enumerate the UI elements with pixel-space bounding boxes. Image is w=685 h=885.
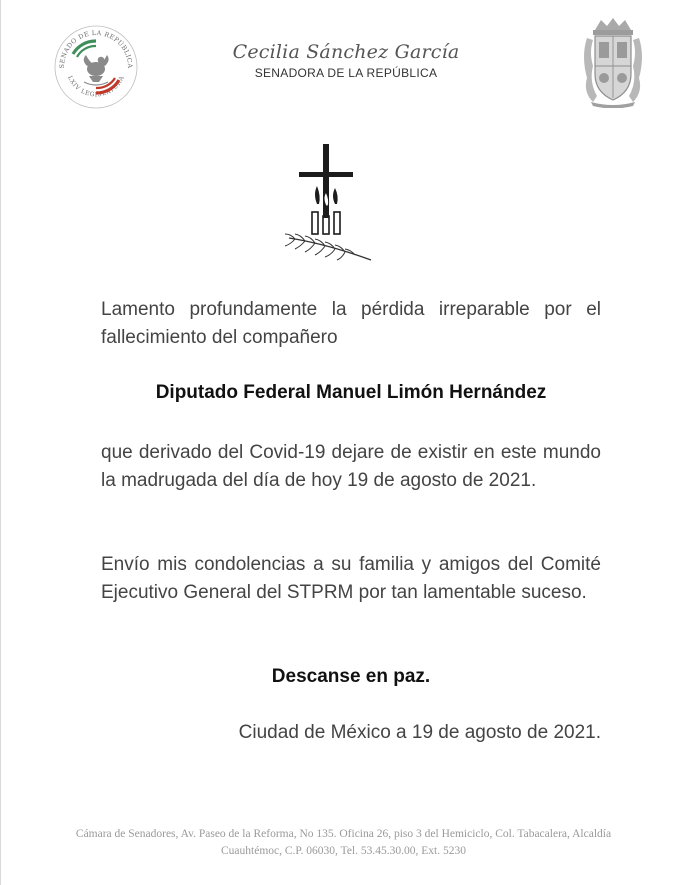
senator-title: SENADORA DE LA REPÚBLICA	[254, 66, 438, 80]
paragraph-lament: Lamento profundamente la pérdida irreparable por el fallecimiento del compañero	[101, 299, 601, 348]
footer-line-1: Cámara de Senadores, Av. Paseo de la Reforma, No 135. Oficina 26, piso 3 del Hemiciclo, Col. Tabacalera, Alcaldía	[75, 828, 612, 840]
seal-ring-text-top: SENADO DE LA REPÚBLICA	[57, 28, 135, 69]
footer-line-2: Cuauhtémoc, C.P. 06030, Tel. 53.45.30.00, Ext. 5230	[221, 845, 466, 857]
paragraph-passing: que derivado del Covid-19 dejare de existir en este mundo la madrugada del día de hoy 19 de agosto de 2021.	[101, 442, 601, 491]
paragraph-condolences: Envío mis condolencias a su familia y amigos del Comité Ejecutivo General del STPRM por tan lamentable suceso.	[101, 554, 601, 603]
footer-address	[21, 826, 666, 860]
honoree-name: Diputado Federal Manuel Limón Hernández	[155, 382, 547, 403]
senate-seal-icon	[53, 24, 139, 110]
letterhead	[231, 40, 461, 80]
cross-with-candles-icon	[281, 142, 373, 264]
coat-of-arms-icon	[581, 16, 645, 108]
senator-name: Cecilia Sánchez García	[232, 41, 460, 63]
place-and-date: Ciudad de México a 19 de agosto de 2021.	[238, 722, 601, 743]
closing-line: Descanse en paz.	[271, 666, 431, 687]
seal-ring-text-bottom: LXIV LEGISLATURA	[66, 74, 126, 99]
